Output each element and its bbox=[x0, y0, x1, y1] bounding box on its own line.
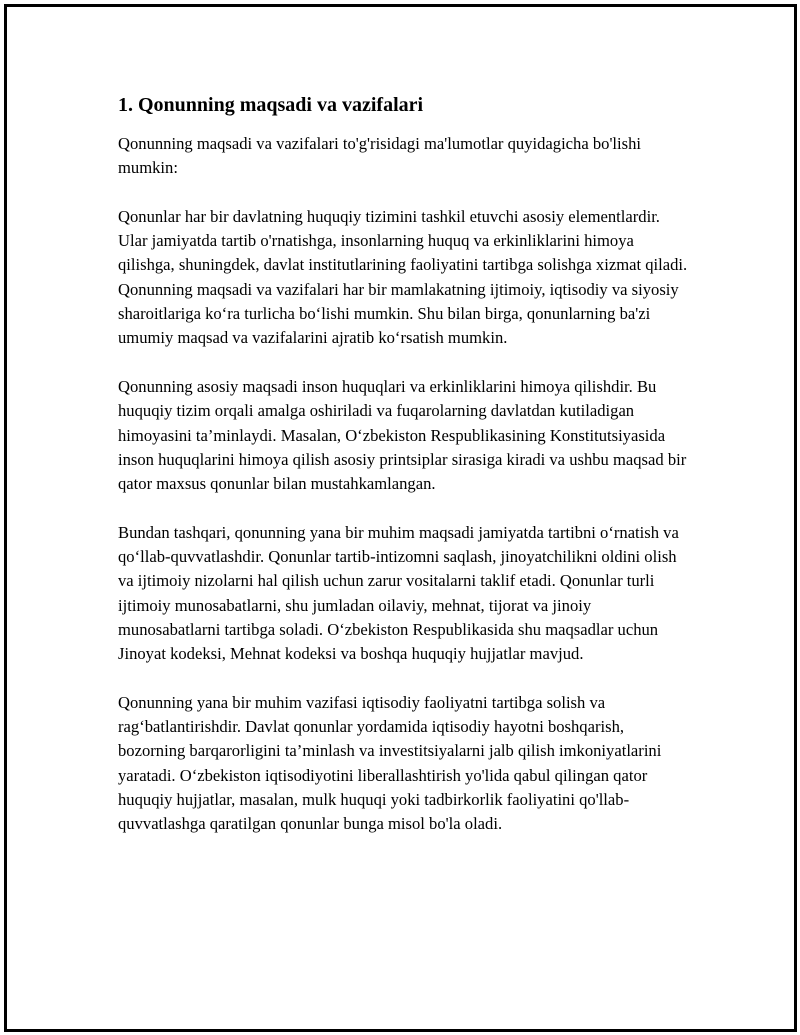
paragraph-social-order: Bundan tashqari, qonunning yana bir muhim maqsadi jamiyatda tartibni o‘rnatish va qo‘llab-quvvatlashdir. Qonunlar tartib-intizomni saqlash, jinoyatchilikni oldini olish va ijtimoiy nizolarni hal qilish uchun zarur vositalarni taklif etadi. Qonunlar turli ijtimoiy munosabatlarni, shu jumladan oilaviy, mehnat, tijorat va jinoiy munosabatlarni tartibga soladi. O‘zbekiston Respublikasida shu maqsadlar uchun Jinoyat kodeksi, Mehnat kodeksi va boshqa huquqiy hujjatlar mavjud. bbox=[118, 522, 679, 664]
section-heading: 1. Qonunning maqsadi va vazifalari bbox=[118, 94, 424, 116]
paragraph-economic-regulation: Qonunning yana bir muhim vazifasi iqtisodiy faoliyatni tartibga solish va rag‘batlantirishdir. Davlat qonunlar yordamida iqtisodiy hayotni boshqarish, bozorning barqarorligini ta’minlash va investitsiyalarni jalb qilish imkoniyatlarini yaratadi. O‘zbekiston iqtisodiyotini liberallashtirish yo'lida qabul qilingan qator huquqiy hujjatlar, masalan, mulk huquqi yoki tadbirkorlik faoliyatini qo'llab-quvvatlashga qaratilgan qonunlar bunga misol bo'la oladi. bbox=[118, 692, 662, 834]
paragraph-human-rights: Qonunning asosiy maqsadi inson huquqlari va erkinliklarini himoya qilishdir. Bu huquqiy tizim orqali amalga oshiriladi va fuqarolarning davlatdan kutiladigan himoyasini ta’minlaydi. Masalan, O‘zbekiston Respublikasining Konstitutsiyasida inson huquqlarini himoya qilish asosiy printsiplar sirasiga kiradi va ushbu maqsad bir qator maxsus qonunlar bilan mustahkamlangan. bbox=[118, 376, 687, 494]
paragraph-intro: Qonunning maqsadi va vazifalari to'g'risidagi ma'lumotlar quyidagicha bo'lishi mumkin: bbox=[118, 134, 642, 178]
document-body bbox=[118, 92, 688, 861]
paragraph-legal-system: Qonunlar har bir davlatning huquqiy tizimini tashkil etuvchi asosiy elementlardir. Ular jamiyatda tartib o'rnatishga, insonlarning huquq va erkinliklarini himoya qilishga, shuningdek, davlat institutlarining faoliyatini tartibga solishga xizmat qiladi. Qonunning maqsadi va vazifalari har bir mamlakatning ijtimoiy, iqtisodiy va siyosiy sharoitlariga ko‘ra turlicha bo‘lishi mumkin. Shu bilan birga, qonunlarning ba'zi umumiy maqsad va vazifalarini ajratib ko‘rsatish mumkin. bbox=[118, 206, 688, 348]
